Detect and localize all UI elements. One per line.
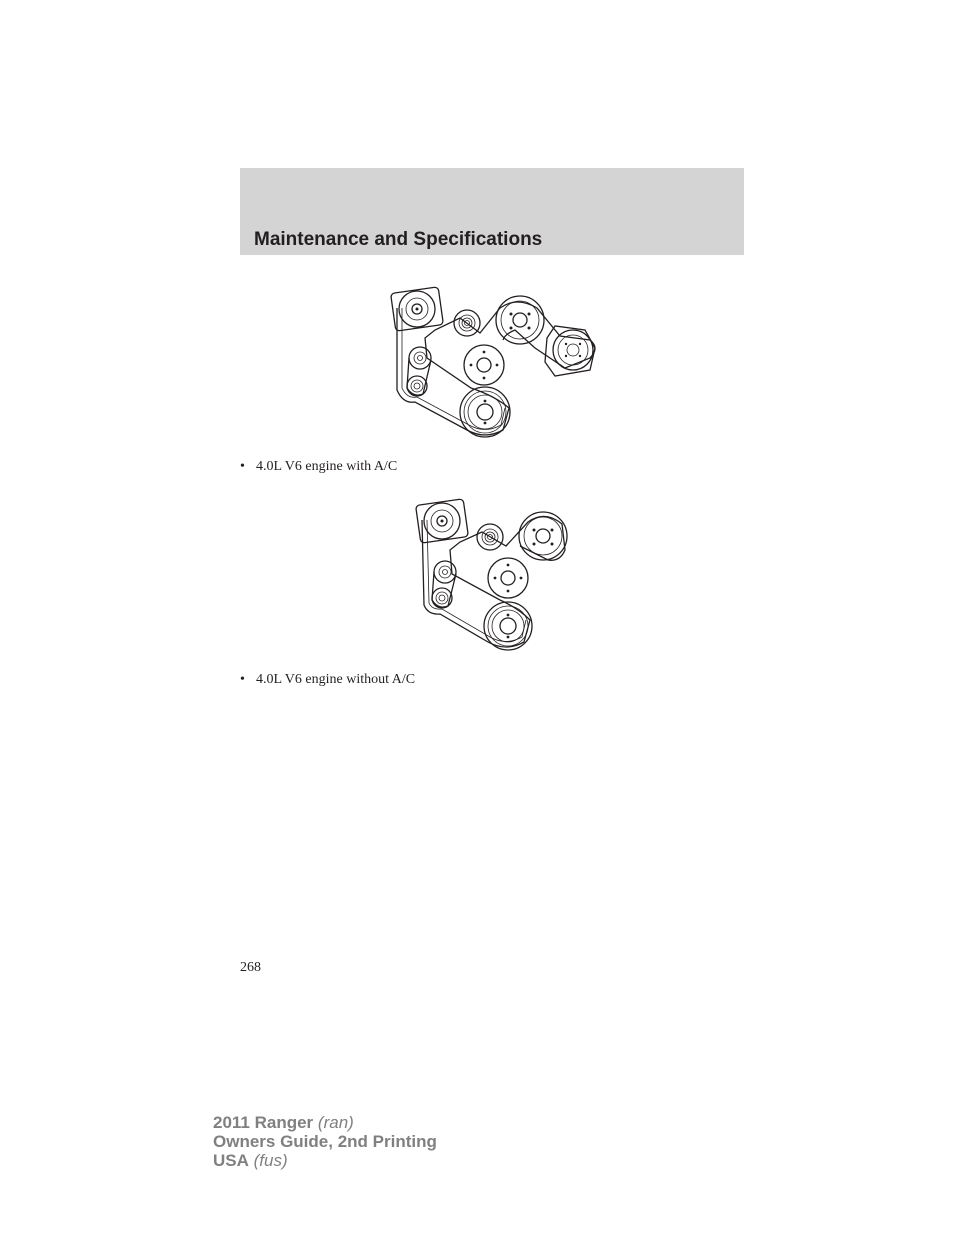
belt-diagram-without-ac: [410, 490, 570, 652]
section-title: Maintenance and Specifications: [254, 229, 543, 250]
water-pump-pulley-icon: [464, 345, 504, 385]
power-steering-pulley-icon: [496, 296, 544, 344]
alternator-icon: [391, 287, 444, 331]
ac-compressor-icon: [545, 326, 595, 376]
document-footer: [213, 1113, 437, 1170]
water-pump-pulley-icon: [488, 558, 528, 598]
footer-line: [213, 1151, 437, 1170]
alternator-icon: [416, 499, 469, 543]
figure-caption: [240, 672, 415, 688]
footer-line: [213, 1113, 437, 1132]
page-number: 268: [240, 960, 261, 975]
footer-model: 2011 Ranger: [213, 1113, 314, 1132]
belt-diagram-with-ac: [385, 278, 605, 438]
footer-market-code: (fus): [253, 1151, 288, 1170]
power-steering-pulley-icon: [519, 512, 567, 560]
footer-guide: Owners Guide, 2nd Printing: [213, 1132, 437, 1151]
figure-caption: [240, 459, 397, 475]
belt-tensioner-icon: [407, 347, 431, 396]
bullet: •: [240, 459, 245, 474]
footer-line: [213, 1132, 437, 1151]
caption-text: 4.0L V6 engine without A/C: [256, 672, 416, 687]
bullet: •: [240, 672, 245, 687]
caption-text: 4.0L V6 engine with A/C: [256, 459, 398, 474]
footer-market: USA: [213, 1151, 249, 1170]
section-header-band: [240, 168, 744, 255]
footer-model-code: (ran): [317, 1113, 354, 1132]
belt-tensioner-icon: [432, 561, 456, 608]
